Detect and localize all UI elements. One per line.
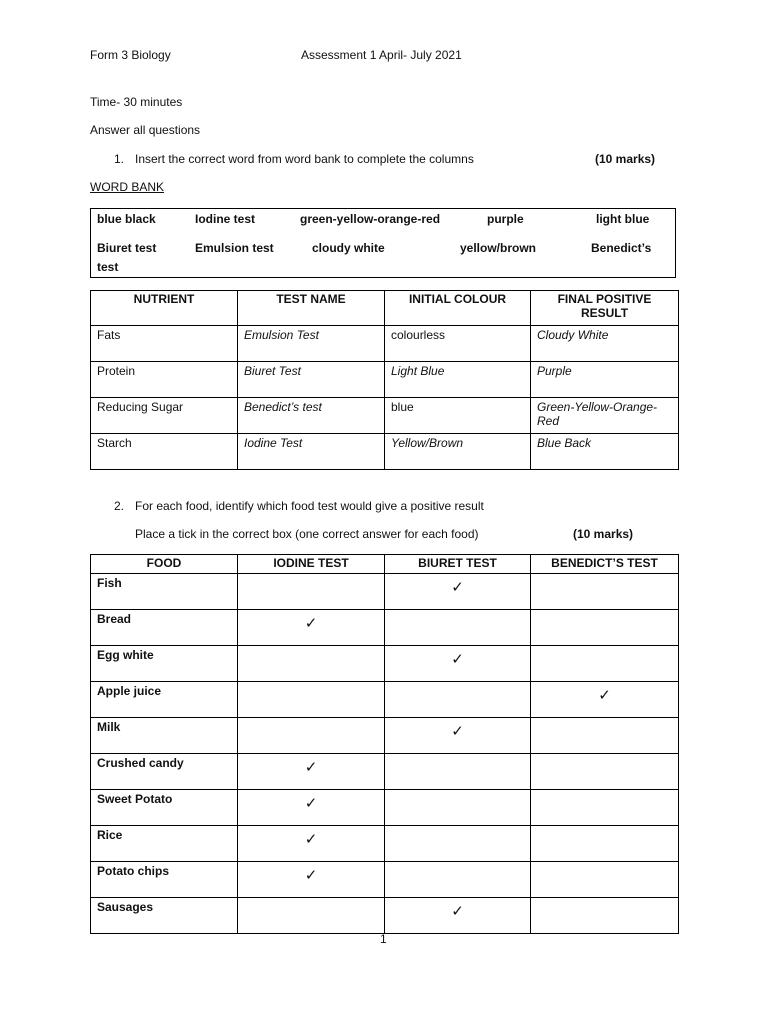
checkmark-icon: ✓ — [598, 687, 611, 704]
tick-box-cell[interactable] — [531, 610, 679, 646]
word-bank-item: green-yellow-orange-red — [300, 212, 441, 226]
word-bank-item: Biuret test — [97, 241, 157, 255]
column-header-test-name: TEST NAME — [238, 291, 385, 326]
food-test-table — [90, 554, 679, 934]
tick-box-cell[interactable] — [385, 646, 531, 682]
initial-colour-cell: blue — [385, 398, 531, 434]
answer-cell[interactable]: Light Blue — [385, 362, 531, 398]
checkmark-icon: ✓ — [304, 759, 318, 776]
tick-box-cell[interactable] — [531, 754, 679, 790]
header-center: Assessment 1 April- July 2021 — [301, 48, 462, 62]
answer-cell[interactable]: Green-Yellow-Orange-Red — [531, 398, 679, 434]
word-bank-item: light blue — [596, 212, 650, 226]
tick-box-cell[interactable] — [385, 754, 531, 790]
tick-box-cell[interactable] — [385, 682, 531, 718]
tick-box-cell[interactable] — [385, 574, 531, 610]
column-header-final-result: FINAL POSITIVE RESULT — [531, 291, 679, 326]
answer-cell[interactable]: Biuret Test — [238, 362, 385, 398]
page-number: 1 — [380, 932, 387, 946]
tick-box-cell[interactable] — [385, 610, 531, 646]
column-header-iodine-test: IODINE TEST — [238, 555, 385, 574]
column-header-biuret-test: BIURET TEST — [385, 555, 531, 574]
q2-text: For each food, identify which food test would give a positive result — [135, 499, 484, 513]
checkmark-icon: ✓ — [451, 579, 464, 596]
table-row — [91, 646, 679, 682]
word-bank-item: cloudy white — [312, 241, 385, 255]
answer-cell[interactable]: Iodine Test — [238, 434, 385, 470]
tick-box-cell[interactable] — [531, 898, 679, 934]
tick-box-cell[interactable] — [238, 682, 385, 718]
answer-cell[interactable]: Purple — [531, 362, 679, 398]
checkmark-icon: ✓ — [451, 903, 464, 920]
q2-number: 2. — [114, 499, 125, 513]
tick-box-cell[interactable] — [385, 718, 531, 754]
tick-box-cell[interactable] — [385, 790, 531, 826]
food-name-cell: Egg white — [91, 646, 238, 682]
table-row — [91, 790, 679, 826]
q2-text-instruction: Place a tick in the correct box (one correct answer for each food) — [135, 527, 479, 541]
table-header-row — [91, 555, 679, 574]
column-header-nutrient: NUTRIENT — [91, 291, 238, 326]
instructions: Answer all questions — [90, 123, 201, 137]
nutrient-cell: Starch — [91, 434, 238, 470]
food-name-cell: Rice — [91, 826, 238, 862]
food-name-cell: Apple juice — [91, 682, 238, 718]
q1-marks: (10 marks) — [595, 152, 656, 166]
table-row — [91, 398, 679, 434]
checkmark-icon: ✓ — [451, 723, 464, 740]
table-row — [91, 326, 679, 362]
word-bank-item: Emulsion test — [195, 241, 274, 255]
answer-cell[interactable]: Yellow/Brown — [385, 434, 531, 470]
tick-box-cell[interactable] — [238, 862, 385, 898]
answer-cell[interactable]: Benedict’s test — [238, 398, 385, 434]
food-name-cell: Bread — [91, 610, 238, 646]
q1-text: Insert the correct word from word bank to complete the columns — [135, 152, 474, 166]
tick-box-cell[interactable] — [238, 574, 385, 610]
word-bank-item: blue black — [97, 212, 156, 226]
column-header-initial-colour: INITIAL COLOUR — [385, 291, 531, 326]
food-name-cell: Sweet Potato — [91, 790, 238, 826]
table-row — [91, 682, 679, 718]
answer-cell[interactable]: Blue Back — [531, 434, 679, 470]
tick-box-cell[interactable] — [238, 790, 385, 826]
table-row — [91, 610, 679, 646]
word-bank-title: WORD BANK — [90, 180, 165, 194]
tick-box-cell[interactable] — [531, 862, 679, 898]
table-row — [91, 826, 679, 862]
table-row — [91, 862, 679, 898]
tick-box-cell[interactable] — [238, 898, 385, 934]
header-left: Form 3 Biology — [90, 48, 171, 62]
word-bank-item: test — [97, 260, 119, 274]
checkmark-icon: ✓ — [304, 831, 318, 848]
food-name-cell: Crushed candy — [91, 754, 238, 790]
checkmark-icon: ✓ — [304, 615, 318, 632]
tick-box-cell[interactable] — [531, 826, 679, 862]
time-limit: Time- 30 minutes — [90, 95, 183, 109]
tick-box-cell[interactable] — [531, 682, 679, 718]
nutrient-cell: Reducing Sugar — [91, 398, 238, 434]
table-row — [91, 898, 679, 934]
word-bank-item: Iodine test — [195, 212, 256, 226]
food-name-cell: Milk — [91, 718, 238, 754]
tick-box-cell[interactable] — [531, 790, 679, 826]
nutrient-cell: Protein — [91, 362, 238, 398]
tick-box-cell[interactable] — [385, 826, 531, 862]
column-header-food: FOOD — [91, 555, 238, 574]
word-bank-item: yellow/brown — [460, 241, 537, 255]
tick-box-cell[interactable] — [238, 826, 385, 862]
table-row — [91, 754, 679, 790]
nutrient-test-table — [90, 290, 679, 470]
tick-box-cell[interactable] — [531, 646, 679, 682]
q2-marks: (10 marks) — [573, 527, 634, 541]
tick-box-cell[interactable] — [531, 574, 679, 610]
word-bank-item: Benedict’s — [591, 241, 652, 255]
tick-box-cell[interactable] — [385, 898, 531, 934]
word-bank-item: purple — [487, 212, 524, 226]
food-name-cell: Sausages — [91, 898, 238, 934]
tick-box-cell[interactable] — [238, 610, 385, 646]
table-row — [91, 574, 679, 610]
column-header-benedicts-test: BENEDICT’S TEST — [531, 555, 679, 574]
answer-cell[interactable]: Cloudy White — [531, 326, 679, 362]
table-header-row — [91, 291, 679, 326]
food-name-cell: Potato chips — [91, 862, 238, 898]
q1-number: 1. — [114, 152, 125, 166]
tick-box-cell[interactable] — [238, 754, 385, 790]
initial-colour-cell: colourless — [385, 326, 531, 362]
nutrient-cell: Fats — [91, 326, 238, 362]
food-name-cell: Fish — [91, 574, 238, 610]
word-bank-box — [90, 208, 676, 278]
checkmark-icon: ✓ — [304, 867, 318, 884]
table-row — [91, 434, 679, 470]
tick-box-cell[interactable] — [238, 646, 385, 682]
tick-box-cell[interactable] — [238, 718, 385, 754]
checkmark-icon: ✓ — [451, 651, 464, 668]
table-row — [91, 718, 679, 754]
tick-box-cell[interactable] — [531, 718, 679, 754]
tick-box-cell[interactable] — [385, 862, 531, 898]
answer-cell[interactable]: Emulsion Test — [238, 326, 385, 362]
checkmark-icon: ✓ — [304, 795, 318, 812]
table-row — [91, 362, 679, 398]
